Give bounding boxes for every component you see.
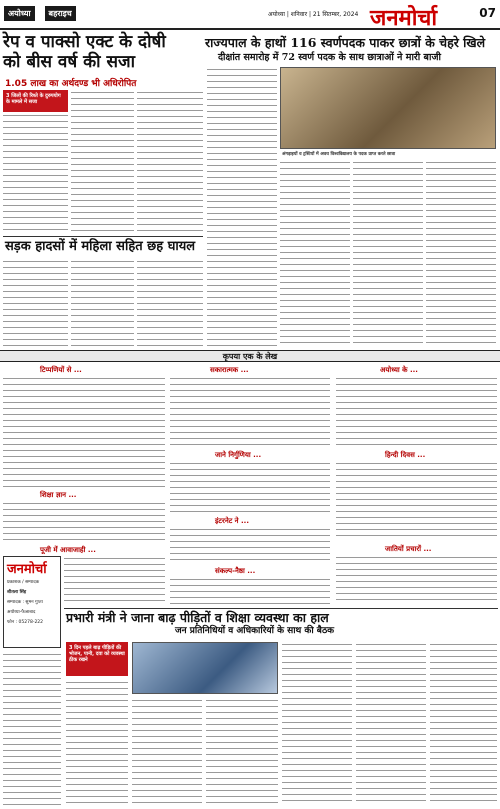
rape-story-col-3 [137,90,203,233]
minister-story-subhead: जन प्रतिनिधियों व अधिकारियों के साथ की बैठक [175,626,335,636]
section-sakaratmak-title: सकारात्मक ... [210,366,249,374]
minister-story-highlight-text: 3 दिन पहले बाढ़ पीड़ितों की भोजन, पानी, दवा को व्यवस्था ठीक रखने [69,645,125,663]
advert-line-4: फोन : 05278-222 [7,620,44,625]
governor-story-col-1 [207,67,277,347]
minister-story-col-1 [66,680,128,805]
governor-story-col-4 [426,160,496,347]
advert-line-3: अयोध्या-फैजाबाद [7,610,36,615]
minister-story-col-4 [282,642,352,805]
divider [3,236,203,237]
advert-tagline: प्रकाशक / सम्पादक [7,580,40,585]
middle-col-9 [64,556,165,606]
minister-story-col-2 [132,698,202,805]
rape-story-col-1 [3,113,68,233]
publisher-advert [3,556,61,648]
section-shiksha-title: शिक्षा ज्ञान ... [40,491,77,499]
governor-story-col-2 [280,160,350,347]
women-story-col-2 [71,259,134,347]
section-tag-bahraich[interactable]: बहराइच [45,6,76,21]
section-indarnet-title: इंटरनेट ने ... [215,517,249,525]
middle-col-3 [336,376,497,446]
minister-story-col-3 [206,698,278,805]
newspaper-logo: जनमोर्चा [370,5,438,31]
middle-col-1 [3,376,165,488]
rape-story-headline-1: रेप व पाक्सो एक्ट के दोषी [3,32,166,52]
minister-meeting-photo [132,642,278,694]
section-suchna-title: पूजी में आवाजाही ... [40,546,96,554]
rape-story-subhead: 1.05 लाख का अर्थदण्ड भी अधिरोपित [5,79,137,89]
advert-line-2: सम्पादक : सुमन गुप्ता [7,600,43,605]
section-jaati-title: जातियों प्रचारों ... [385,545,432,553]
dateline: अयोध्या | शनिवार | 21 सितम्बर, 2024 [268,11,359,18]
women-story-headline: सड़क हादसों में महिला सहित छह घायल [5,239,196,254]
women-story-col-3 [137,259,203,347]
rape-story-col-2 [71,90,134,233]
section-tags [4,6,76,21]
advert-line-1: शीतला सिंह [7,590,27,595]
middle-col-8 [336,555,497,603]
middle-col-10 [170,577,330,605]
minister-story-highlight-box [66,642,128,676]
governor-story-subhead: दीक्षांत समारोह में 72 स्वर्ण पदक के साथ छात्राओं ने मारी बाजी [218,52,441,63]
masthead [0,0,500,30]
women-story-col-1 [3,259,68,347]
rape-story-headline-2: को बीस वर्ष की सजा [3,52,135,72]
page-number: 07 [479,6,496,20]
section-jaane-title: जाने निर्गुणिया ... [215,451,262,459]
section-sankalp-title: संकल्प-नैष्ठा ... [215,567,256,575]
middle-col-7 [170,527,330,563]
middle-col-6 [3,501,165,541]
middle-col-4 [170,461,330,513]
middle-section-banner: कृपया एक के लेख [0,350,500,362]
divider [64,608,498,609]
minister-story-headline: प्रभारी मंत्री ने जाना बाढ़ पीड़ितों व शिक्षा व्यवस्था का हाल [66,610,329,625]
section-tag-ayodhya[interactable]: अयोध्या [4,6,35,21]
middle-col-5 [336,461,497,541]
section-tippani-title: टिप्पणियों से ... [40,366,82,374]
section-hindi-title: हिन्दी दिवस ... [385,451,426,459]
minister-story-col-5 [356,642,426,805]
rape-story-highlight-text: 3 जिलों की रिश्ते के दुरुपयोग के मामले में सजा [6,93,61,105]
middle-col-2 [170,376,330,446]
rape-story-highlight-box [3,90,68,112]
governor-story-headline: राज्यपाल के हाथों 116 स्वर्णपदक पाकर छात्रों के चेहरे खिले [205,35,486,50]
advert-logo: जनमोर्चा [7,562,47,577]
minister-story-col-6 [430,642,497,805]
governor-story-col-3 [353,160,423,347]
convocation-photo [280,67,496,149]
section-ayodhya-title: अयोध्या के ... [380,366,418,374]
convocation-photo-caption: अंगड़ाइयों व ट्रस्टियों में अवध विश्वविद्यालय के पदक प्राप्त करते छात्रा [282,152,396,157]
left-bottom-col [3,652,61,805]
